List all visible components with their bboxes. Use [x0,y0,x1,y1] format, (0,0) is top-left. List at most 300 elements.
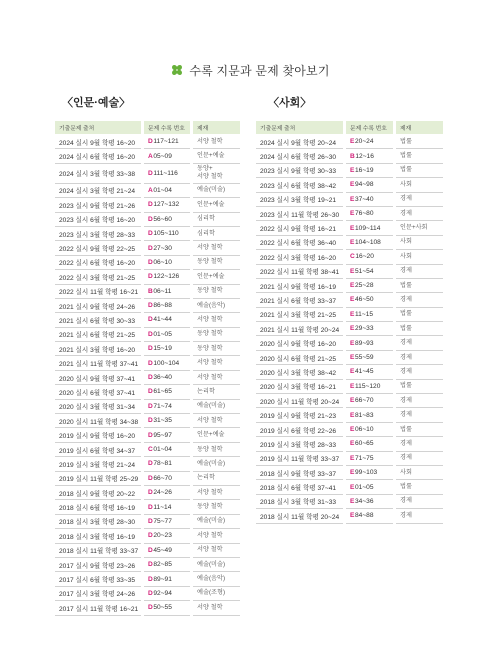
code-cell [346,250,393,264]
code-letter: C [148,446,153,453]
code-range: 104~108 [355,238,381,246]
table-row [256,207,443,221]
source-cell: 2017 실시 3월 학평 24~26 [55,587,141,601]
table-row [55,356,240,370]
source-cell: 2023 실시 6월 학평 16~20 [55,213,141,227]
code-range: 95~97 [153,431,172,439]
table-row [256,265,443,279]
source-cell: 2019 실시 11월 학평 25~29 [55,472,141,486]
subject-cell: 서양 철학 [193,544,240,558]
code-range: 06~10 [355,426,374,433]
subject-cell: 법률 [396,164,443,178]
source-cell: 2023 실시 3월 학평 19~21 [256,193,343,207]
subject-cell: 예술(미술) [193,515,240,529]
subject-cell: 예술(음악) [193,299,240,313]
source-cell: 2020 실시 6월 학평 37~41 [55,385,141,399]
source-cell: 2021 실시 6월 학평 33~37 [256,293,343,307]
code-cell [346,149,393,163]
code-range: 37~40 [355,195,374,203]
table-row [55,184,240,198]
code-range: 117~121 [153,138,179,146]
clover-icon [170,63,184,77]
source-cell: 2021 실시 9월 학평 24~26 [55,299,141,313]
table-row [55,313,240,327]
source-cell: 2017 실시 9월 학평 23~26 [55,558,141,572]
subject-cell: 인문+예술 [193,428,240,442]
subject-cell: 경제 [396,265,443,279]
subject-cell: 서양 철학 [193,414,240,428]
code-cell [144,149,190,163]
source-cell: 2022 실시 11월 학평 16~21 [55,285,141,299]
code-cell [346,509,393,523]
source-cell: 2024 실시 6월 학평 16~20 [55,149,141,163]
code-letter: E [350,296,355,304]
subject-cell: 사회 [396,178,443,192]
table-row [256,293,443,307]
code-range: 46~50 [355,296,374,304]
code-cell [144,198,190,212]
code-cell [144,472,190,486]
table-row [256,365,443,379]
code-range: 31~35 [153,417,172,425]
table-row [55,428,240,442]
code-cell [346,480,393,494]
code-range: 122~126 [153,273,180,281]
code-cell [144,500,190,514]
code-range: 55~59 [355,354,374,362]
subject-cell: 법률 [396,149,443,163]
table-row [55,529,240,543]
source-cell: 2021 실시 11월 학평 20~24 [256,322,343,336]
table-row [256,135,443,149]
subject-cell: 법률 [396,135,443,149]
source-cell: 2023 실시 6월 학평 38~42 [256,178,343,192]
code-range: 05~09 [153,152,172,160]
table-row [256,394,443,408]
table-row [55,213,240,227]
source-cell: 2018 실시 3월 학평 31~33 [256,495,343,509]
table-row [55,342,240,356]
source-cell: 2018 실시 9월 학평 20~22 [55,486,141,500]
code-letter: D [148,417,153,425]
code-range: 50~55 [153,604,172,612]
code-letter: D [148,561,153,569]
code-range: 82~85 [153,561,172,569]
table-row [256,495,443,509]
code-range: 71~74 [153,402,172,410]
column-header-code: 문제 수록 번호 [144,121,190,134]
source-cell: 2024 실시 3월 학평 33~38 [55,164,141,184]
table-row [55,457,240,471]
society-table [256,121,443,524]
code-range: 51~54 [355,267,374,275]
code-letter: D [148,474,153,482]
subject-cell: 경제 [396,408,443,422]
code-cell [144,515,190,529]
table-header-row [256,121,443,134]
code-cell [346,466,393,480]
subject-cell: 인문+예술 [193,270,240,284]
code-letter: E [350,512,355,520]
table-row [256,149,443,163]
code-cell [144,400,190,414]
code-range: 66~70 [153,474,172,482]
code-letter: D [148,258,153,266]
source-cell: 2021 실시 3월 학평 21~25 [256,308,343,322]
section-heading: 〈인문·예술〉 [62,97,131,109]
code-cell [346,193,393,207]
code-cell [346,221,393,235]
code-letter: D [148,546,153,554]
code-range: 11~14 [153,503,172,511]
code-letter: D [148,201,153,209]
subject-cell: 법률 [396,480,443,494]
code-range: 36~40 [153,374,172,382]
code-range: 16~19 [355,166,374,174]
source-cell: 2024 실시 9월 학평 20~24 [256,135,343,149]
code-cell [144,529,190,543]
table-row [256,466,443,480]
table-row [55,385,240,399]
code-range: 16~20 [355,253,374,261]
code-cell [346,423,393,437]
code-letter: E [350,181,355,189]
table-row [256,164,443,178]
code-cell [144,164,190,184]
code-letter: E [350,325,355,333]
code-range: 94~98 [355,181,374,189]
subject-cell: 법률 [396,308,443,322]
source-cell: 2020 실시 3월 학평 31~34 [55,400,141,414]
source-cell: 2019 실시 9월 학평 21~23 [256,408,343,422]
code-range: 127~132 [153,201,180,209]
code-letter: E [350,426,355,433]
code-cell [144,457,190,471]
code-cell [144,572,190,586]
code-range: 01~05 [153,330,172,338]
code-cell [144,414,190,428]
table-row [256,322,443,336]
code-cell [144,544,190,558]
code-range: 27~30 [153,244,172,252]
table-row [55,285,240,299]
table-row [256,437,443,451]
source-cell: 2021 실시 11월 학평 37~41 [55,356,141,370]
subject-cell: 사회 [396,236,443,250]
code-letter: D [148,244,153,252]
code-cell [144,184,190,198]
subject-cell: 경제 [396,365,443,379]
table-row [256,221,443,235]
source-cell: 2019 실시 3월 학평 21~24 [55,457,141,471]
source-cell: 2018 실시 6월 학평 16~19 [55,500,141,514]
subject-cell: 법률 [396,322,443,336]
source-cell: 2019 실시 6월 학평 34~37 [55,443,141,457]
code-cell [346,336,393,350]
code-cell [346,394,393,408]
subject-cell: 법률 [396,423,443,437]
source-cell: 2020 실시 3월 학평 38~42 [256,365,343,379]
code-letter: E [350,310,355,318]
code-cell [346,164,393,178]
code-range: 41~44 [153,316,172,324]
code-letter: E [350,166,355,174]
code-range: 92~94 [153,589,172,597]
code-letter: D [148,388,153,396]
code-cell [144,385,190,399]
code-cell [144,270,190,284]
code-cell [346,351,393,365]
source-cell: 2018 실시 3월 학평 16~19 [55,529,141,543]
table-row [55,299,240,313]
code-cell [346,408,393,422]
column-header-source: 기출문제 출처 [55,121,141,134]
table-row [256,351,443,365]
code-range: 01~04 [153,186,172,194]
subject-cell: 심리학 [193,227,240,241]
code-range: 111~116 [153,169,178,177]
source-cell: 2023 실시 3월 학평 28~33 [55,227,141,241]
subject-cell: 동양 철학 [193,285,240,299]
subject-cell: 경제 [396,207,443,221]
source-cell: 2020 실시 9월 학평 16~20 [256,336,343,350]
source-cell: 2019 실시 6월 학평 22~26 [256,423,343,437]
code-letter: D [148,532,153,540]
subject-cell: 서양 철학 [193,356,240,370]
subject-cell: 동양 철학 [193,500,240,514]
code-letter: E [350,267,355,275]
code-letter: E [350,382,355,390]
code-letter: E [350,138,355,146]
table-row [55,544,240,558]
table-row [256,380,443,394]
code-letter: D [148,330,153,338]
code-range: 84~88 [355,512,374,520]
subject-cell: 법률 [396,279,443,293]
subject-cell: 예술(조형) [193,587,240,601]
code-letter: D [148,604,153,612]
code-cell [144,601,190,615]
code-cell [144,256,190,270]
subject-cell: 서양 철학 [193,135,240,149]
code-range: 29~33 [355,325,374,333]
code-cell [144,486,190,500]
subject-cell: 예술(미술) [193,400,240,414]
code-letter: E [350,282,355,290]
code-range: 75~77 [153,517,172,525]
code-cell [346,380,393,394]
subject-cell: 서양 철학 [193,529,240,543]
code-range: 89~91 [153,575,172,583]
code-letter: E [350,224,355,232]
subject-cell: 심리학 [193,213,240,227]
source-cell: 2019 실시 11월 학평 33~37 [256,452,343,466]
code-cell [346,365,393,379]
subject-cell: 사회 [396,250,443,264]
code-letter: E [350,483,355,491]
subject-cell: 경제 [396,293,443,307]
table-row [256,236,443,250]
table-row [256,308,443,322]
code-cell [346,265,393,279]
table-row [256,279,443,293]
column-header-subject: 제재 [396,121,443,134]
source-cell: 2024 실시 3월 학평 21~24 [55,184,141,198]
table-row [55,270,240,284]
source-cell: 2020 실시 3월 학평 16~21 [256,380,343,394]
code-letter: A [148,152,153,160]
code-cell [346,207,393,221]
subject-cell: 경제 [396,452,443,466]
code-letter: E [350,469,355,477]
table-row [256,452,443,466]
code-letter: E [350,497,355,505]
table-row [55,558,240,572]
code-range: 01~04 [153,446,172,453]
code-letter: D [148,589,153,597]
code-letter: E [350,411,355,419]
table-row [55,500,240,514]
code-range: 76~80 [355,210,374,218]
table-row [55,135,240,149]
code-letter: D [148,215,153,223]
code-letter: A [148,186,153,194]
table-header-row [55,121,240,134]
code-cell [144,285,190,299]
code-letter: D [148,431,153,439]
code-range: 12~16 [355,152,374,160]
table-row [256,423,443,437]
source-cell: 2017 실시 11월 학평 16~21 [55,601,141,615]
subject-cell: 논리학 [193,472,240,486]
source-cell: 2022 실시 3월 학평 21~25 [55,270,141,284]
code-range: 61~65 [153,388,172,396]
source-cell: 2023 실시 11월 학평 26~30 [256,207,343,221]
source-cell: 2022 실시 3월 학평 16~20 [256,250,343,264]
subject-cell: 법률 [396,380,443,394]
source-cell: 2020 실시 9월 학평 37~41 [55,371,141,385]
subject-cell: 경제 [396,394,443,408]
code-range: 89~93 [355,339,374,347]
source-cell: 2020 실시 11월 학평 20~24 [256,394,343,408]
code-range: 24~26 [153,489,172,497]
code-letter: D [148,302,153,310]
code-range: 34~36 [355,497,374,505]
subject-cell: 서양 철학 [193,241,240,255]
source-cell: 2020 실시 6월 학평 21~25 [256,351,343,365]
code-cell [144,227,190,241]
code-letter: D [148,169,153,177]
source-cell: 2018 실시 9월 학평 33~37 [256,466,343,480]
code-letter: B [350,152,355,160]
code-letter: E [350,238,355,246]
table-row [55,472,240,486]
subject-cell: 경제 [396,351,443,365]
code-range: 71~75 [355,454,374,462]
source-cell: 2022 실시 11월 학평 38~41 [256,265,343,279]
code-range: 15~19 [153,345,172,353]
subject-cell: 경제 [396,495,443,509]
code-letter: E [350,368,355,376]
table-row [55,328,240,342]
code-letter: E [350,454,355,462]
code-cell [346,293,393,307]
source-cell: 2022 실시 6월 학평 16~20 [55,256,141,270]
subject-cell: 논리학 [193,385,240,399]
code-cell [144,299,190,313]
table-row [55,256,240,270]
code-cell [144,135,190,149]
source-cell: 2018 실시 11월 학평 33~37 [55,544,141,558]
subject-cell: 경제 [396,336,443,350]
table-row [55,443,240,457]
code-range: 20~24 [355,138,374,146]
subject-cell: 인문+예술 [193,149,240,163]
code-cell [144,443,190,457]
table-row [55,572,240,586]
source-cell: 2023 실시 9월 학평 21~26 [55,198,141,212]
code-range: 86~88 [153,302,172,310]
subject-cell: 서양 철학 [193,313,240,327]
code-letter: E [350,397,355,405]
table-row [55,164,240,184]
table-body [256,135,443,524]
code-range: 99~103 [355,469,378,477]
code-range: 66~70 [355,397,374,405]
code-letter: E [350,339,355,347]
source-cell: 2021 실시 9월 학평 16~19 [256,279,343,293]
code-range: 109~114 [355,224,381,232]
humanities-arts-table [55,121,240,616]
source-cell: 2024 실시 9월 학평 16~20 [55,135,141,149]
code-cell [144,328,190,342]
subject-cell: 예술(미술) [193,184,240,198]
code-range: 78~81 [153,460,172,468]
code-cell [346,308,393,322]
source-cell: 2022 실시 9월 학평 22~25 [55,241,141,255]
subject-cell: 예술(미술) [193,558,240,572]
subject-cell: 인문+사회 [396,221,443,235]
subject-cell: 인문+예술 [193,198,240,212]
subject-cell: 서양 철학 [193,601,240,615]
code-range: 81~83 [355,411,374,419]
subject-cell: 예술(미술) [193,457,240,471]
code-letter: D [148,345,153,353]
code-cell [144,371,190,385]
source-cell: 2019 실시 3월 학평 28~33 [256,437,343,451]
code-range: 100~104 [153,359,180,367]
code-letter: D [148,316,153,324]
code-cell [346,452,393,466]
page-title: 수록 지문과 문제 찾아보기 [189,63,330,78]
table-row [256,408,443,422]
column-header-source: 기출문제 출처 [256,121,343,134]
table-row [55,241,240,255]
table-row [55,486,240,500]
table-row [55,198,240,212]
code-cell [346,322,393,336]
subject-cell: 사회 [396,466,443,480]
subject-cell: 동양 철학 [193,342,240,356]
code-range: 115~120 [355,382,381,390]
code-range: 25~28 [355,282,374,290]
code-cell [144,313,190,327]
code-cell [144,241,190,255]
source-cell: 2023 실시 9월 학평 30~33 [256,164,343,178]
code-cell [144,558,190,572]
code-letter: D [148,230,153,238]
source-cell: 2018 실시 3월 학평 28~30 [55,515,141,529]
